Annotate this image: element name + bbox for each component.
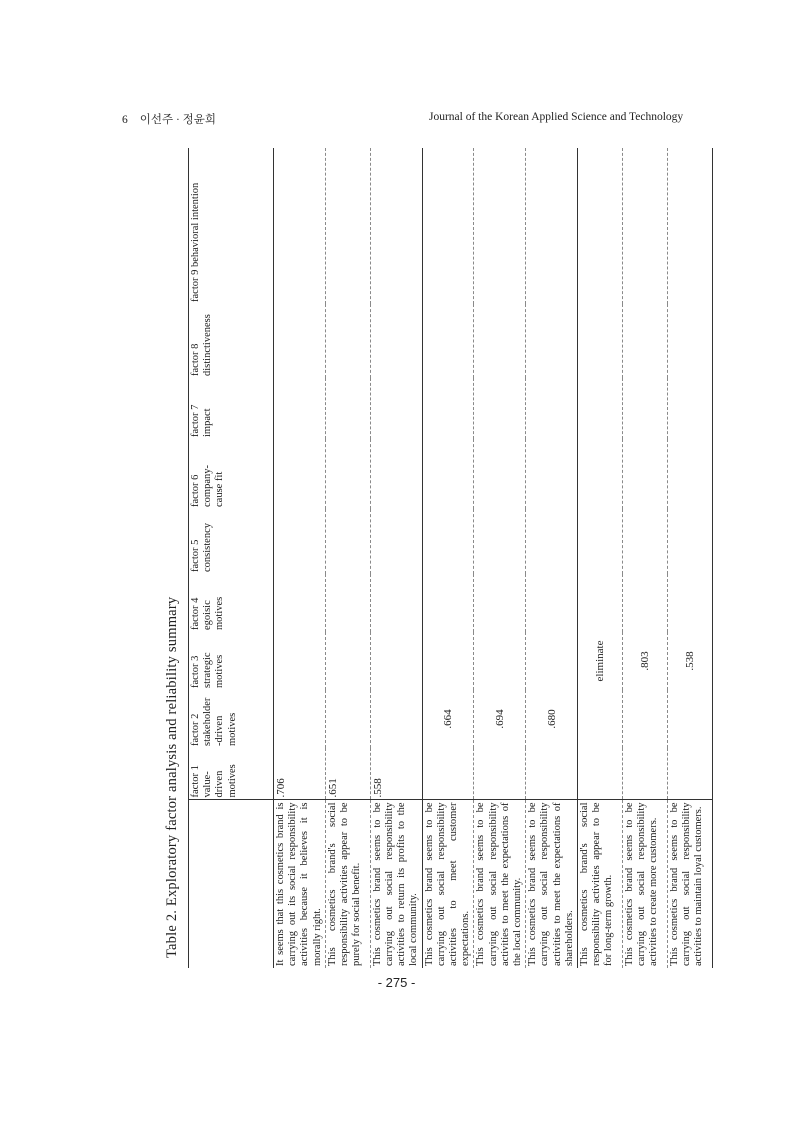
loading-factor-1 xyxy=(526,748,578,800)
loading-factor-2: .694 xyxy=(493,709,506,729)
loading-factor-2 xyxy=(578,690,623,748)
table-row xyxy=(325,148,370,968)
loading-factor-3 xyxy=(274,632,326,690)
header-cell-factor-2: factor 2 stakeholder -driven motives xyxy=(189,690,274,748)
table-row xyxy=(578,148,623,968)
header-cell-factor-3: factor 3 strategic motives xyxy=(189,632,274,690)
header-cell-factor-9: factor 9 behavioral intention xyxy=(189,148,274,304)
header-cell-factor-8: factor 8 distinctiveness xyxy=(189,304,274,378)
table-row xyxy=(668,148,713,968)
loading-factor-3 xyxy=(526,632,578,690)
loading-factor-3 xyxy=(370,632,422,690)
item-text: This cosmetics brand's social responsibility activities appear to be for long-term growth. xyxy=(578,800,623,968)
page-footer-number: - 275 - xyxy=(377,975,416,990)
factor-analysis-table xyxy=(188,148,713,968)
table-block xyxy=(158,148,705,968)
table-caption: Table 2. Exploratory factor analysis and reliability summary xyxy=(164,596,180,958)
item-text: This cosmetics brand's social responsibility activities appear to be purely for social benefit. xyxy=(325,800,370,968)
loading-factor-3 xyxy=(325,632,370,690)
loading-factor-2: .680 xyxy=(545,709,558,729)
loading-factor-2 xyxy=(325,690,370,748)
table-row xyxy=(422,148,474,968)
item-text: This cosmetics brand seems to be carrying out social responsibility activities to create more customers. xyxy=(623,800,668,968)
loading-factor-3: .803 xyxy=(638,651,651,671)
item-text: This cosmetics brand seems to be carrying out social responsibility activities to meet customer expectations. xyxy=(422,800,474,968)
loading-factor-3 xyxy=(474,632,526,690)
header-cell-factor-5: factor 5 consistency xyxy=(189,509,274,574)
rotated-table-region xyxy=(158,148,705,968)
table-header-row xyxy=(189,148,274,968)
table-row xyxy=(370,148,422,968)
header-cell-factor-7: factor 7 impact xyxy=(189,378,274,439)
loading-factor-1 xyxy=(668,748,713,800)
loading-factor-1 xyxy=(578,748,623,800)
journal-title: Journal of the Korean Applied Science and Technology xyxy=(429,111,684,123)
loading-factor-2 xyxy=(668,690,713,748)
loading-factor-3: eliminate xyxy=(593,640,606,682)
table-row xyxy=(274,148,326,968)
loading-factor-2 xyxy=(623,690,668,748)
header-cell-factor-4: factor 4 egoisic motives xyxy=(189,574,274,632)
loading-factor-3 xyxy=(422,632,474,690)
loading-factor-2 xyxy=(274,690,326,748)
header-cell-factor-6: factor 6 company- cause fit xyxy=(189,439,274,509)
loading-factor-1 xyxy=(474,748,526,800)
loading-factor-2 xyxy=(370,690,422,748)
table-row xyxy=(474,148,526,968)
loading-factor-1: .558 xyxy=(371,778,384,798)
item-text: This cosmetics brand seems to be carrying out social responsibility activities to meet the expectations of the local community. xyxy=(474,800,526,968)
header-cell-factor-1: factor 1 value-driven motives xyxy=(189,748,274,800)
loading-factor-1: .706 xyxy=(275,778,287,798)
running-header-left xyxy=(122,111,216,127)
page-number: 6 xyxy=(122,114,128,126)
loading-factor-1 xyxy=(422,748,474,800)
item-text: This cosmetics brand seems to be carrying out social responsibility activities to meet the expectations of shareholders. xyxy=(526,800,578,968)
loading-factor-3: .538 xyxy=(683,651,696,671)
loading-factor-1: .651 xyxy=(326,778,339,798)
item-text: It seems that this cosmetics brand is carrying out its social responsibility activities because it believes it is morally right. xyxy=(274,800,326,968)
loading-factor-2: .664 xyxy=(441,709,454,729)
item-text: This cosmetics brand seems to be carrying out social responsibility activities to return its profits to the local community. xyxy=(370,800,422,968)
header-cell-item xyxy=(189,800,274,968)
item-text: This cosmetics brand seems to be carrying out social responsibility activities to maintain loyal customers. xyxy=(668,800,713,968)
table-row xyxy=(526,148,578,968)
table-row xyxy=(623,148,668,968)
authors: 이선주 · 정윤희 xyxy=(139,114,216,126)
loading-factor-1 xyxy=(623,748,668,800)
